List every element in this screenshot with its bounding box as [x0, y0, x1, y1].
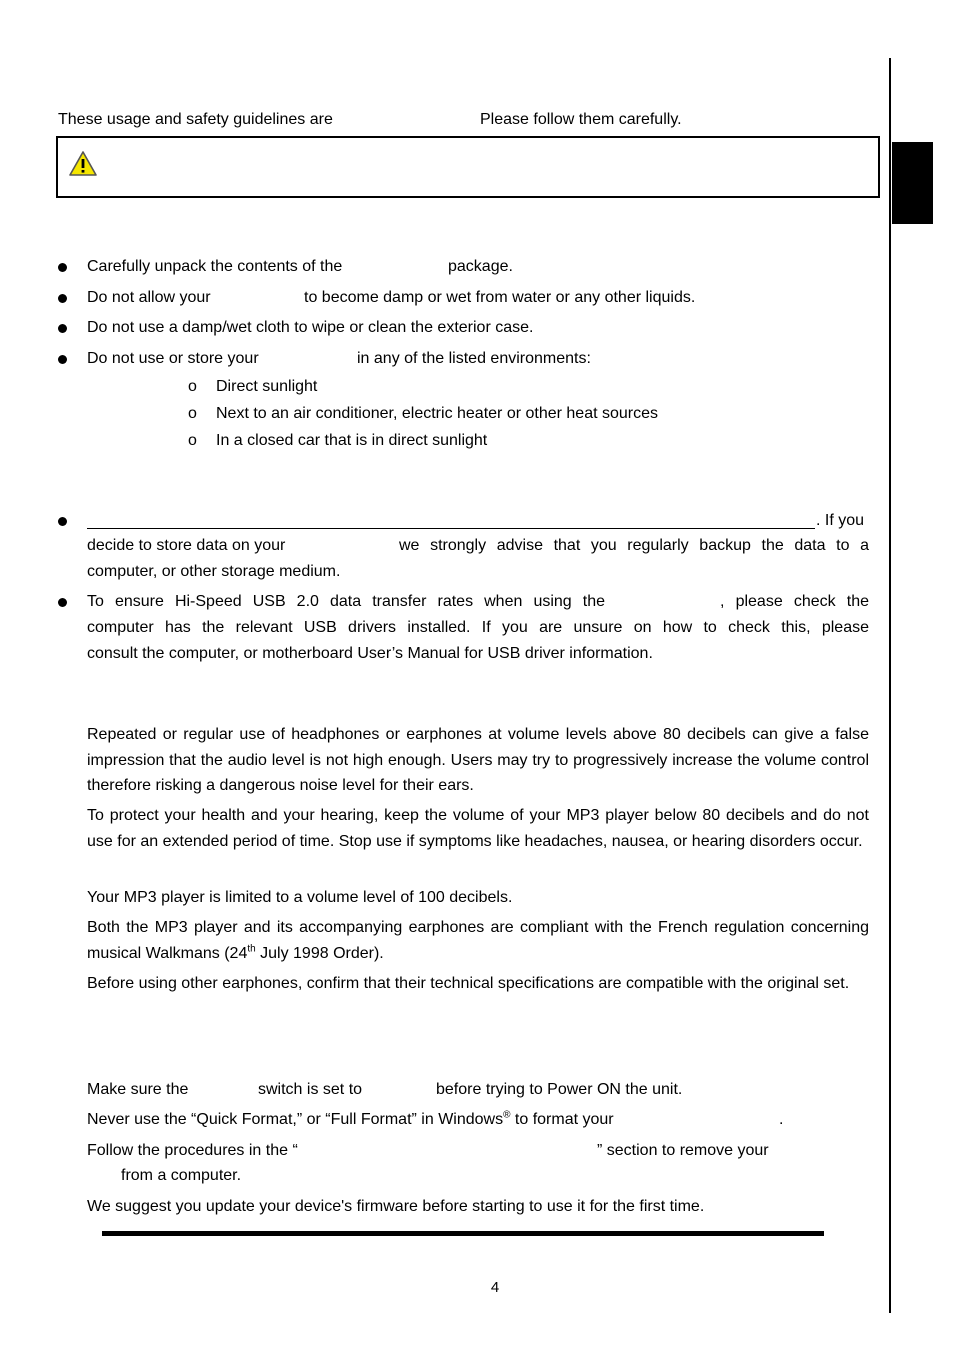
usage-remove-end: ” section to remove your	[597, 1142, 769, 1159]
usage-format-line	[87, 1110, 614, 1130]
usb-bullet-line2: computer has the relevant USB drivers installed. If you are unsure on how to check this, please	[87, 619, 869, 636]
footer-rule	[102, 1231, 824, 1236]
bullet-unpack-start: Carefully unpack the contents of the	[87, 258, 343, 275]
bullet-unpack-end: package.	[448, 258, 513, 275]
bullet-dot	[58, 517, 67, 526]
environment-item: Direct sunlight	[216, 378, 318, 395]
intro-text-start: These usage and safety guidelines are	[58, 111, 333, 128]
chapter-tab-marker	[892, 142, 933, 224]
bullet-dot	[58, 598, 67, 607]
usage-format-tail: to format your	[510, 1111, 614, 1128]
environment-item: In a closed car that is in direct sunlight	[216, 432, 488, 449]
hearing-paragraph-5: Before using other earphones, confirm that their technical specifications are compatible with the original set.	[87, 975, 850, 992]
sub-bullet-marker: o	[188, 432, 197, 449]
page-number: 4	[490, 1279, 500, 1296]
sub-bullet-marker: o	[188, 378, 197, 395]
hearing-p4-tail: July 1998 Order).	[255, 944, 384, 962]
bullet-dot	[58, 355, 67, 364]
data-bullet-line2-start: decide to store data on your	[87, 537, 286, 554]
data-bullet-tail: . If you	[816, 512, 865, 529]
usage-remove-start: Follow the procedures in the “	[87, 1142, 298, 1159]
hearing-p4-text: Both the MP3 player and its accompanying earphones are compliant with the French regulation concerning musical Walkmans (24	[87, 919, 869, 962]
data-bullet-line3: computer, or other storage medium.	[87, 563, 341, 580]
warning-triangle-icon	[68, 150, 98, 178]
bullet-damp-start: Do not allow your	[87, 289, 211, 306]
bullet-store-start: Do not use or store your	[87, 350, 259, 367]
usage-remove-line2: from a computer.	[121, 1167, 242, 1184]
intro-text-end: Please follow them carefully.	[480, 111, 682, 128]
environment-item: Next to an air conditioner, electric heater or other heat sources	[216, 405, 659, 422]
bullet-cloth: Do not use a damp/wet cloth to wipe or clean the exterior case.	[87, 319, 534, 336]
usb-bullet-line1-start: To ensure Hi-Speed USB 2.0 data transfer rates when using the	[87, 593, 605, 610]
bullet-damp-end: to become damp or wet from water or any other liquids.	[304, 289, 696, 306]
hearing-paragraph-1: Repeated or regular use of headphones or earphones at volume levels above 80 decibels can give a false impression that the audio level is not high enough. Users may try to progressively increase the volume control therefore risking a dangerous noise level for their ears.	[87, 726, 869, 794]
hearing-paragraph-2: To protect your health and your hearing, keep the volume of your MP3 player below 80 decibels and do not use for an extended period of time. Stop use if symptoms like headaches, nausea, or hearing disorders occur.	[87, 807, 869, 850]
usage-switch-middle: switch is set to	[258, 1081, 363, 1098]
underlined-statement-rule	[87, 528, 815, 529]
usage-switch-start: Make sure the	[87, 1081, 189, 1098]
ordinal-superscript: th	[247, 943, 256, 955]
data-bullet-line2-end: we strongly advise that you regularly backup the data to a	[399, 537, 869, 554]
hearing-paragraph-3: Your MP3 player is limited to a volume level of 100 decibels.	[87, 889, 513, 906]
usage-format-text: Never use the “Quick Format,” or “Full Format” in Windows	[87, 1111, 504, 1128]
usage-format-period: .	[779, 1111, 784, 1128]
sub-bullet-marker: o	[188, 405, 197, 422]
warning-box	[56, 136, 880, 198]
usb-bullet-line3: consult the computer, or motherboard User’s Manual for USB driver information.	[87, 645, 653, 662]
bullet-dot	[58, 294, 67, 303]
usb-bullet-line1-end: , please check the	[720, 593, 869, 610]
bullet-store-end: in any of the listed environments:	[357, 350, 591, 367]
bullet-dot	[58, 324, 67, 333]
bullet-dot	[58, 263, 67, 272]
margin-rule	[889, 58, 891, 1313]
usage-switch-end: before trying to Power ON the unit.	[436, 1081, 683, 1098]
usage-firmware-note: We suggest you update your device's firmware before starting to use it for the first time.	[87, 1198, 705, 1215]
registered-mark: ®	[503, 1109, 511, 1121]
hearing-paragraph-4	[87, 915, 869, 966]
